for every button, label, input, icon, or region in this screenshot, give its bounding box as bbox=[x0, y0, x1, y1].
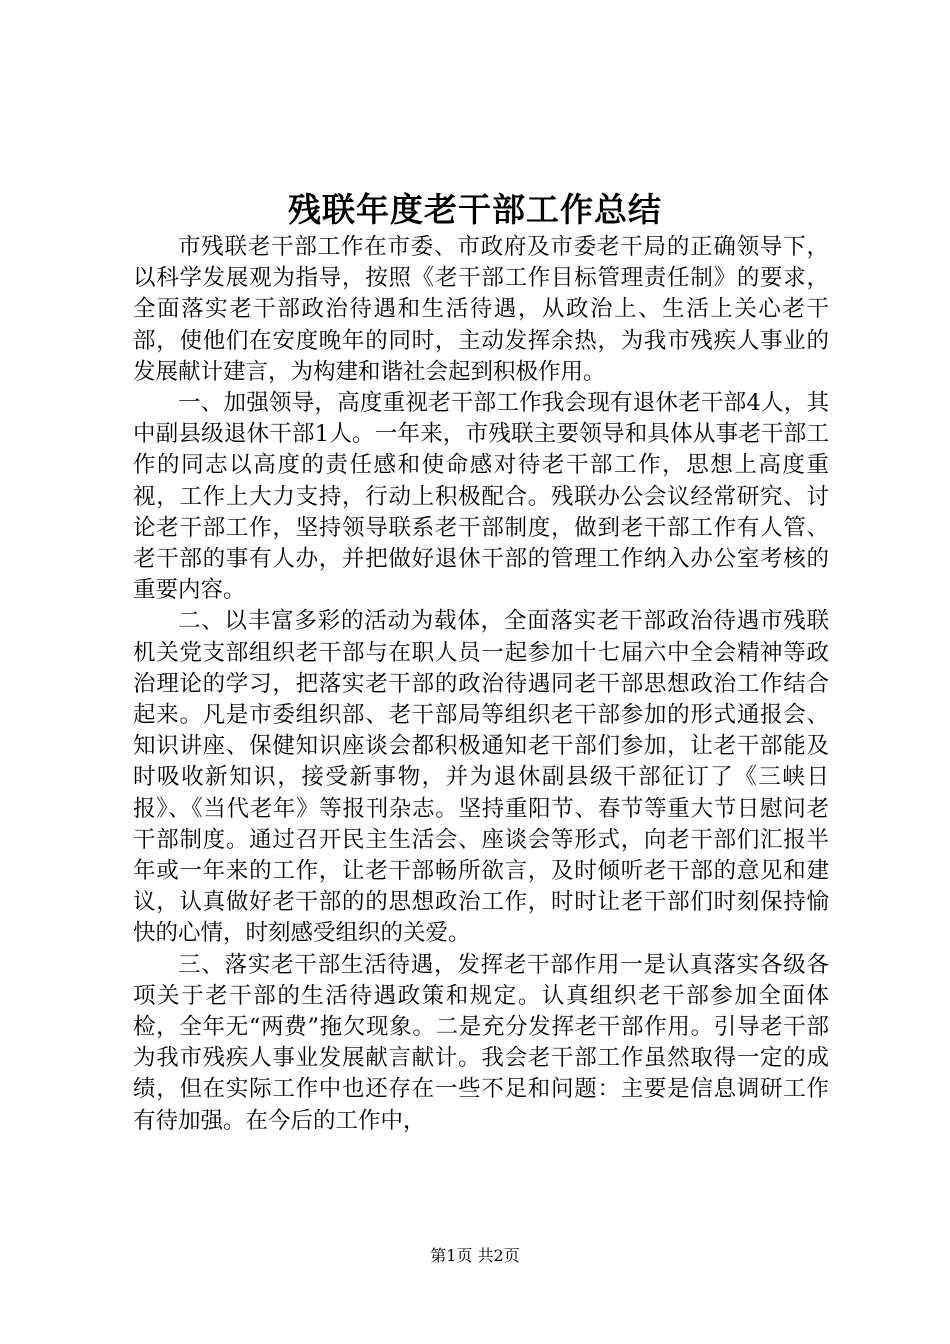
document-body bbox=[133, 232, 829, 1137]
page-footer: 第1页 共2页 bbox=[430, 1246, 520, 1265]
document-title: 残联年度老干部工作总结 bbox=[288, 190, 662, 229]
paragraph-section-2: 二、以丰富多彩的活动为载体，全面落实老干部政治待遇市残联机关党支部组织老干部与在职人员一起参加十七届六中全会精神等政治理论的学习，把落实老干部的政治待遇同老干部思想政治工作结合起来。凡是市委组织部、老干部局等组织老干部参加的形式通报会、知识讲座、保健知识座谈会都积极通知老干部们参加，让老干部能及时吸收新知识，接受新事物，并为退休副县级干部征订了《三峡日报》、《当代老年》等报刊杂志。坚持重阳节、春节等重大节日慰问老干部制度。通过召开民主生活会、座谈会等形式，向老干部们汇报半年或一年来的工作，让老干部畅所欲言，及时倾听老干部的意见和建议，认真做好老干部的的思想政治工作，时时让老干部们时刻保持愉快的心情，时刻感受组织的关爱。 bbox=[133, 608, 829, 947]
paragraph-section-1: 一、加强领导，高度重视老干部工作我会现有退休老干部4人，其中副县级退休干部1人。一年来，市残联主要领导和具体从事老干部工作的同志以高度的责任感和使命感对待老干部工作，思想上高度重视，工作上大力支持，行动上积极配合。残联办公会议经常研究、讨论老干部工作，坚持领导联系老干部制度，做到老干部工作有人管、老干部的事有人办，并把做好退休干部的管理工作纳入办公室考核的重要内容。 bbox=[133, 390, 829, 604]
paragraph-intro: 市残联老干部工作在市委、市政府及市委老干局的正确领导下，以科学发展观为指导，按照《老干部工作目标管理责任制》的要求，全面落实老干部政治待遇和生活待遇，从政治上、生活上关心老干部，使他们在安度晚年的同时，主动发挥余热，为我市残疾人事业的发展献计建言，为构建和谐社会起到积极作用。 bbox=[133, 234, 829, 385]
paragraph-section-3: 三、落实老干部生活待遇，发挥老干部作用一是认真落实各级各项关于老干部的生活待遇政策和规定。认真组织老干部参加全面体检，全年无“两费”拖欠现象。二是充分发挥老干部作用。引导老干部为我市残疾人事业发展献言献计。我会老干部工作虽然取得一定的成绩，但在实际工作中也还存在一些不足和问题：主要是信息调研工作有待加强。在今后的工作中， bbox=[133, 951, 829, 1134]
